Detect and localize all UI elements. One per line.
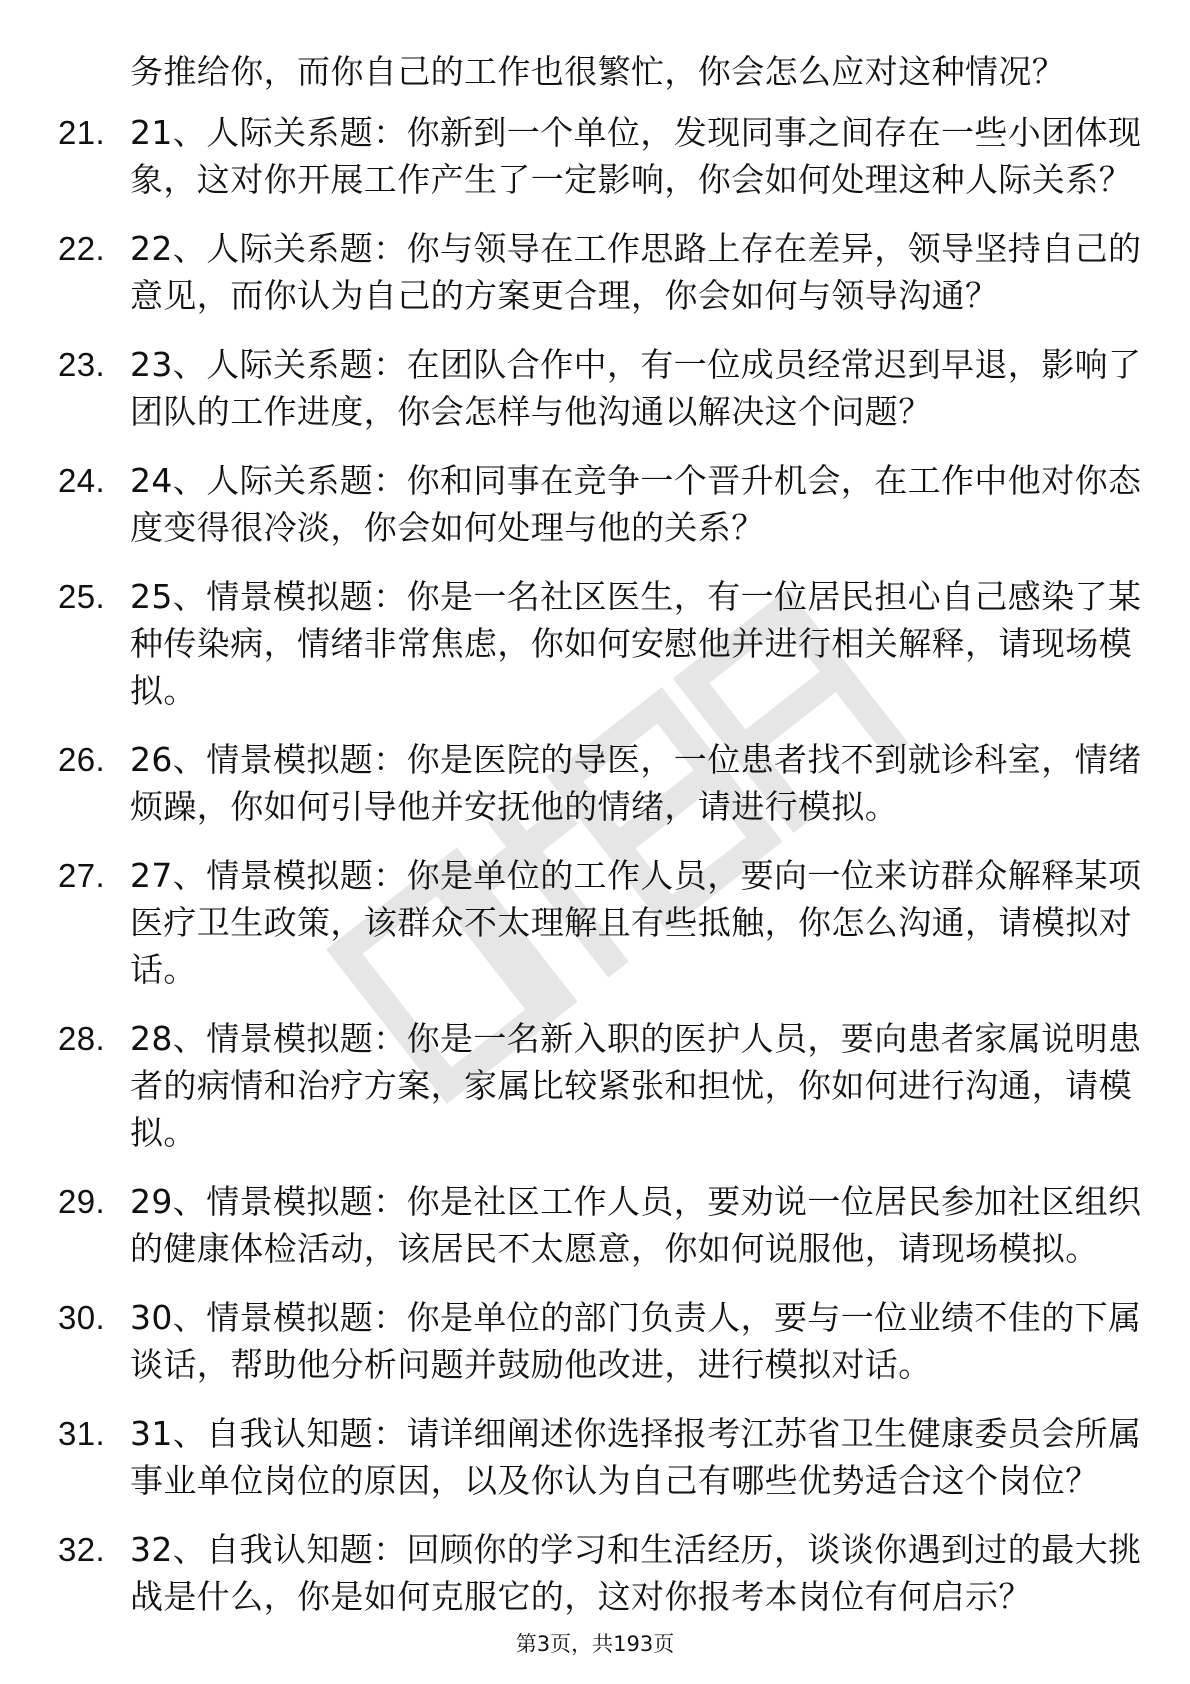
question-item-25 (58, 573, 1148, 714)
question-item-22 (58, 225, 1148, 319)
question-text: 21、人际关系题：你新到一个单位，发现同事之间存在一些小团体现象，这对你开展工作产生了一定影响，你会如何处理这种人际关系？ (130, 113, 1142, 199)
question-text: 29、情景模拟题：你是社区工作人员，要劝说一位居民参加社区组织的健康体检活动，该居民不太愿意，你如何说服他，请现场模拟。 (130, 1182, 1142, 1268)
question-text: 31、自我认知题：请详细阐述你选择报考江苏省卫生健康委员会所属事业单位岗位的原因，以及你认为自己有哪些优势适合这个岗位？ (130, 1414, 1142, 1500)
question-number: 28. (58, 1020, 106, 1057)
question-item-31 (58, 1410, 1148, 1504)
question-item-28 (58, 1015, 1148, 1156)
question-number: 32. (58, 1531, 106, 1568)
question-text: 30、情景模拟题：你是单位的部门负责人，要与一位业绩不佳的下属谈话，帮助他分析问题并鼓励他改进，进行模拟对话。 (130, 1298, 1142, 1384)
question-number: 31. (58, 1415, 106, 1452)
question-text: 25、情景模拟题：你是一名社区医生，有一位居民担心自己感染了某种传染病，情绪非常焦虑，你如何安慰他并进行相关解释，请现场模拟。 (130, 577, 1142, 710)
question-number: 21. (58, 114, 106, 151)
question-number: 25. (58, 578, 106, 615)
question-number: 26. (58, 741, 106, 778)
question-list (58, 109, 1148, 1642)
question-text: 22、人际关系题：你与领导在工作思路上存在差异，领导坚持自己的意见，而你认为自己的方案更合理，你会如何与领导沟通？ (130, 229, 1142, 315)
question-number: 23. (58, 346, 106, 383)
question-text: 27、情景模拟题：你是单位的工作人员，要向一位来访群众解释某项医疗卫生政策，该群众不太理解且有些抵触，你怎么沟通，请模拟对话。 (130, 856, 1142, 989)
question-text: 26、情景模拟题：你是医院的导医，一位患者找不到就诊科室，情绪烦躁，你如何引导他并安抚他的情绪，请进行模拟。 (130, 740, 1142, 826)
question-text: 28、情景模拟题：你是一名新入职的医护人员，要向患者家属说明患者的病情和治疗方案，家属比较紧张和担忧，你如何进行沟通，请模拟。 (130, 1019, 1142, 1152)
page-footer: 第3页，共193页 (515, 1632, 675, 1656)
question-number: 24. (58, 462, 106, 499)
question-number: 22. (58, 230, 106, 267)
question-text: 24、人际关系题：你和同事在竞争一个晋升机会，在工作中他对你态度变得很冷淡，你会如何处理与他的关系？ (130, 461, 1142, 547)
question-item-26 (58, 736, 1148, 830)
continued-question-text: 务推给你，而你自己的工作也很繁忙，你会怎么应对这种情况？ (130, 52, 1066, 91)
question-number: 30. (58, 1299, 106, 1336)
question-item-32 (58, 1526, 1148, 1620)
question-number: 29. (58, 1183, 106, 1220)
question-item-30 (58, 1294, 1148, 1388)
question-item-21 (58, 109, 1148, 203)
question-text: 23、人际关系题：在团队合作中，有一位成员经常迟到早退，影响了团队的工作进度，你会怎样与他沟通以解决这个问题？ (130, 345, 1142, 431)
question-item-23 (58, 341, 1148, 435)
question-item-27 (58, 852, 1148, 993)
question-text: 32、自我认知题：回顾你的学习和生活经历，谈谈你遇到过的最大挑战是什么，你是如何克服它的，这对你报考本岗位有何启示？ (130, 1530, 1142, 1616)
question-number: 27. (58, 857, 106, 894)
question-item-24 (58, 457, 1148, 551)
question-item-29 (58, 1178, 1148, 1272)
